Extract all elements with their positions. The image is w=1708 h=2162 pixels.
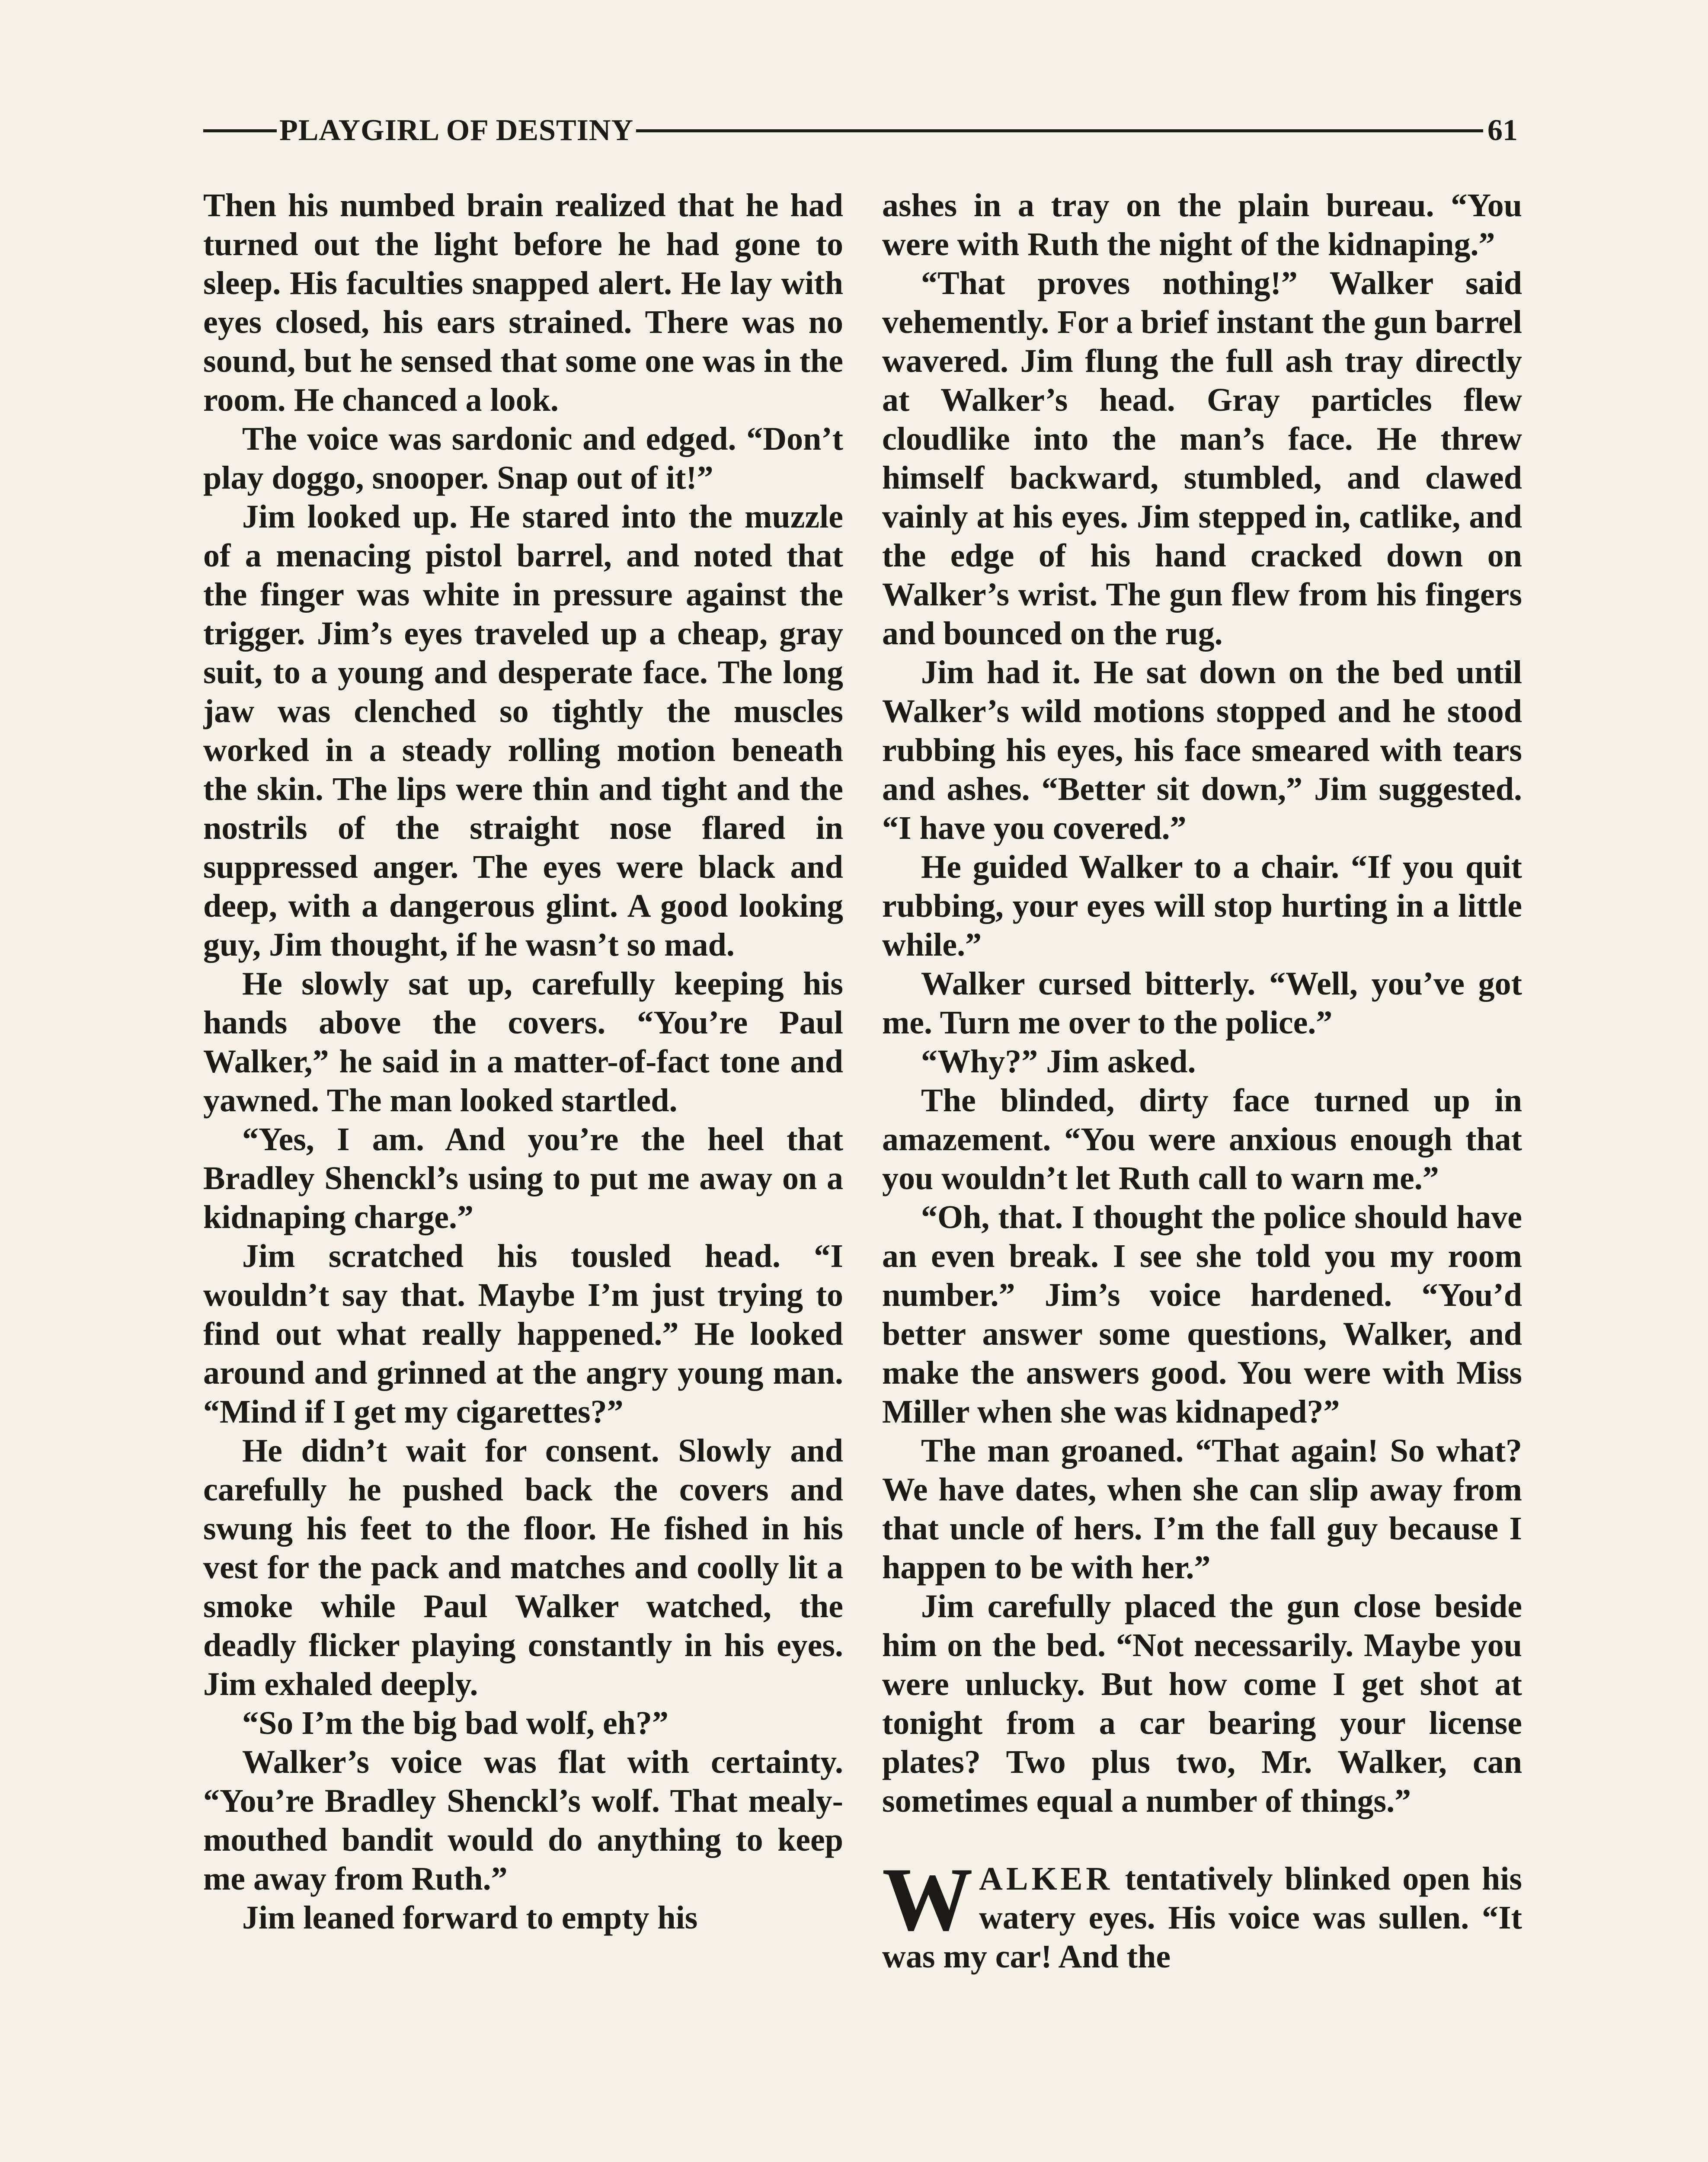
paragraph: Walker cursed bitterly. “Well, you’ve got me. Turn me over to the police.” — [882, 966, 1522, 1041]
paragraph: He didn’t wait for consent. Slowly and carefully he pushed back the covers and swung his feet to the floor. He fished in his vest for the pack and matches and coolly lit a smoke while Paul Walker watched, the deadly flicker playing constantly in his eyes. Jim exhaled deeply. — [203, 1433, 843, 1702]
header-rule-right — [636, 129, 1483, 132]
paragraph: “Oh, that. I thought the police should have an even break. I see she told you my room number.” Jim’s voice hardened. “You’d better answer some questions, Walker, and make the answers good. You were with Miss Miller when she was kidnaped?” — [882, 1199, 1522, 1430]
paragraph: Jim carefully placed the gun close beside him on the bed. “Not necessarily. Maybe you were unlucky. But how come I get shot at tonight from a car bearing your license plates? Two plus two, Mr. Walker, can sometimes equal a number of things.” — [882, 1588, 1522, 1819]
paragraph: “Yes, I am. And you’re the heel that Bradley Shenckl’s using to put me away on a kidnaping charge.” — [203, 1121, 843, 1235]
paragraph: He slowly sat up, carefully keeping his hands above the covers. “You’re Paul Walker,” he said in a matter-of-fact tone and yawned. The man looked startled. — [203, 966, 843, 1119]
drop-cap: W — [882, 1849, 973, 1950]
paragraph: Walker’s voice was flat with certainty. “You’re Bradley Shenckl’s wolf. That mealy-mouthed bandit would do anything to keep me away from Ruth.” — [203, 1744, 843, 1897]
paragraph: The voice was sardonic and edged. “Don’t play doggo, snooper. Snap out of it!” — [203, 421, 843, 496]
paragraph: Jim scratched his tousled head. “I wouldn’t say that. Maybe I’m just trying to find out what really happened.” He looked around and grinned at the angry young man. “Mind if I get my cigarettes?” — [203, 1238, 843, 1430]
running-header — [203, 113, 1518, 148]
drop-cap-paragraph — [882, 1849, 1522, 1976]
paragraph: The blinded, dirty face turned up in amazement. “You were anxious enough that you wouldn’t let Ruth call to warn me.” — [882, 1082, 1522, 1196]
paragraph: “Why?” Jim asked. — [921, 1043, 1196, 1080]
header-rule-left — [203, 129, 277, 132]
paragraph: “That proves nothing!” Walker said vehemently. For a brief instant the gun barrel wavered. Jim flung the full ash tray directly at Walker’s head. Gray particles flew cloudlike into the man’s face. He threw himself backward, stumbled, and clawed vainly at his eyes. Jim stepped in, catlike, and the edge of his hand cracked down on Walker’s wrist. The gun flew from his fingers and bounced on the rug. — [882, 265, 1522, 652]
drop-cap-small-caps: ALKER — [979, 1861, 1113, 1897]
paragraph: He guided Walker to a chair. “If you quit rubbing, your eyes will stop hurting in a little while.” — [882, 849, 1522, 963]
page-number: 61 — [1487, 114, 1518, 147]
running-title: PLAYGIRL OF DESTINY — [279, 114, 634, 147]
drop-cap-text: tentatively blinked open his watery eyes. His voice was sullen. “It was my car! And the — [882, 1861, 1522, 1975]
paragraph: ashes in a tray on the plain bureau. “You were with Ruth the night of the kidnaping.” — [882, 187, 1522, 262]
left-column — [203, 186, 843, 2162]
paragraph: Jim looked up. He stared into the muzzle of a menacing pistol barrel, and noted that the finger was white in pressure against the trigger. Jim’s eyes traveled up a cheap, gray suit, to a young and desperate face. The long jaw was clenched so tightly the muscles worked in a steady rolling motion beneath the skin. The lips were thin and tight and the nostrils of the straight nose flared in suppressed anger. The eyes were black and deep, with a dangerous glint. A good looking guy, Jim thought, if he wasn’t so mad. — [203, 499, 843, 963]
paragraph: “So I’m the big bad wolf, eh?” — [242, 1705, 668, 1741]
paragraph: Jim had it. He sat down on the bed until Walker’s wild motions stopped and he stood rubbing his eyes, his face smeared with tears and ashes. “Better sit down,” Jim suggested. “I have you covered.” — [882, 654, 1522, 846]
paragraph: Then his numbed brain realized that he had turned out the light before he had gone to sleep. His faculties snapped alert. He lay with eyes closed, his ears strained. There was no sound, but he sensed that some one was in the room. He chanced a look. — [203, 187, 843, 418]
paragraph: Jim leaned forward to empty his — [242, 1900, 698, 1936]
right-column — [882, 186, 1522, 2162]
paragraph: The man groaned. “That again! So what? We have dates, when she can slip away from that uncle of hers. I’m the fall guy because I happen to be with her.” — [882, 1433, 1522, 1586]
